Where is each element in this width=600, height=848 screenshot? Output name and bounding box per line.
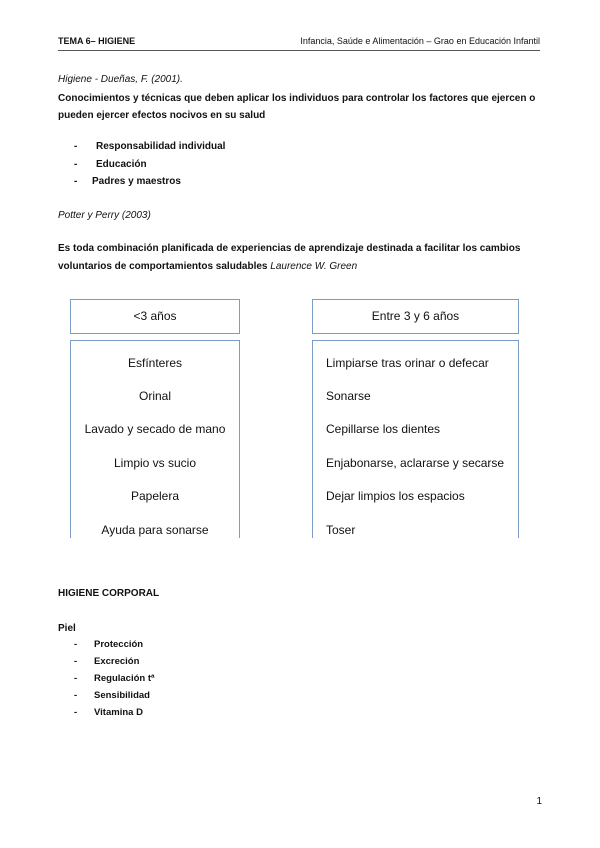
- table-cell: Lavado y secado de mano: [84, 422, 226, 436]
- list-item: [74, 687, 155, 704]
- list-dash: -: [74, 141, 78, 152]
- list-dash: -: [74, 673, 78, 684]
- list-item-label: Sensibilidad: [94, 690, 150, 701]
- list-dash: -: [74, 690, 78, 701]
- definition-1-line-1: Conocimientos y técnicas que deben aplicar los individuos para controlar los factores que ejercen o: [58, 93, 536, 104]
- table-cell: Sonarse: [326, 389, 371, 403]
- list-item: [74, 138, 225, 156]
- table-column-under-3: [70, 340, 240, 538]
- table-cell: Limpio vs sucio: [113, 456, 197, 470]
- definition-2-line-1: Es toda combinación planificada de experiencias de aprendizaje destinada a facilitar los cambios: [58, 243, 521, 254]
- page-number: 1: [536, 796, 542, 807]
- section-title-body-hygiene: HIGIENE CORPORAL: [58, 588, 160, 599]
- list-item: [74, 173, 225, 191]
- table-header-3-to-6: Entre 3 y 6 años: [312, 299, 519, 334]
- list-hygiene-factors: [74, 138, 225, 191]
- table-cell: Orinal: [138, 389, 171, 403]
- table-cell: Dejar limpios los espacios: [326, 489, 465, 503]
- list-item-label: Vitamina D: [94, 707, 143, 718]
- list-skin-functions: [74, 636, 155, 721]
- list-dash: -: [74, 158, 78, 170]
- list-dash: -: [74, 639, 78, 650]
- list-dash: -: [74, 656, 78, 667]
- header-topic: TEMA 6– HIGIENE: [58, 36, 136, 46]
- definition-2-line-2: [58, 258, 357, 275]
- table-cell: Enjabonarse, aclararse y secarse: [326, 456, 505, 470]
- list-item-label: Responsabilidad individual: [96, 141, 226, 152]
- header-course: Infancia, Saúde e Alimentación – Grao en Educación Infantil: [300, 36, 540, 46]
- list-item: [74, 704, 155, 721]
- list-dash: -: [74, 176, 78, 187]
- definition-1-line-2: pueden ejercer efectos nocivos en su salud: [58, 110, 266, 121]
- list-item-label: Padres y maestros: [92, 176, 181, 187]
- list-dash: -: [74, 707, 78, 718]
- list-item-label: Excreción: [94, 656, 140, 667]
- table-cell: Toser: [326, 523, 356, 537]
- citation-potter-perry: Potter y Perry (2003): [58, 210, 151, 221]
- table-column-3-to-6: [312, 340, 519, 538]
- list-item: [74, 670, 155, 687]
- table-cell: Limpiarse tras orinar o defecar: [326, 356, 489, 370]
- definition-2-text: voluntarios de comportamientos saludables: [58, 261, 268, 272]
- citation-duenas: Higiene - Dueñas, F. (2001).: [58, 74, 183, 85]
- table-cell: Cepillarse los dientes: [326, 422, 441, 436]
- list-item: [74, 156, 225, 174]
- list-item: [74, 636, 155, 653]
- table-cell: Ayuda para sonarse: [101, 523, 209, 537]
- page-header: [58, 36, 540, 51]
- list-item-label: Regulación tª: [94, 673, 155, 684]
- subtitle-skin: Piel: [58, 623, 76, 634]
- list-item-label: Educación: [96, 158, 147, 170]
- list-item-label: Protección: [94, 639, 144, 650]
- list-item: [74, 653, 155, 670]
- definition-2-author: Laurence W. Green: [270, 261, 358, 272]
- table-cell: Papelera: [130, 489, 180, 503]
- table-header-under-3: <3 años: [70, 299, 240, 334]
- table-cell: Esfínteres: [127, 356, 183, 370]
